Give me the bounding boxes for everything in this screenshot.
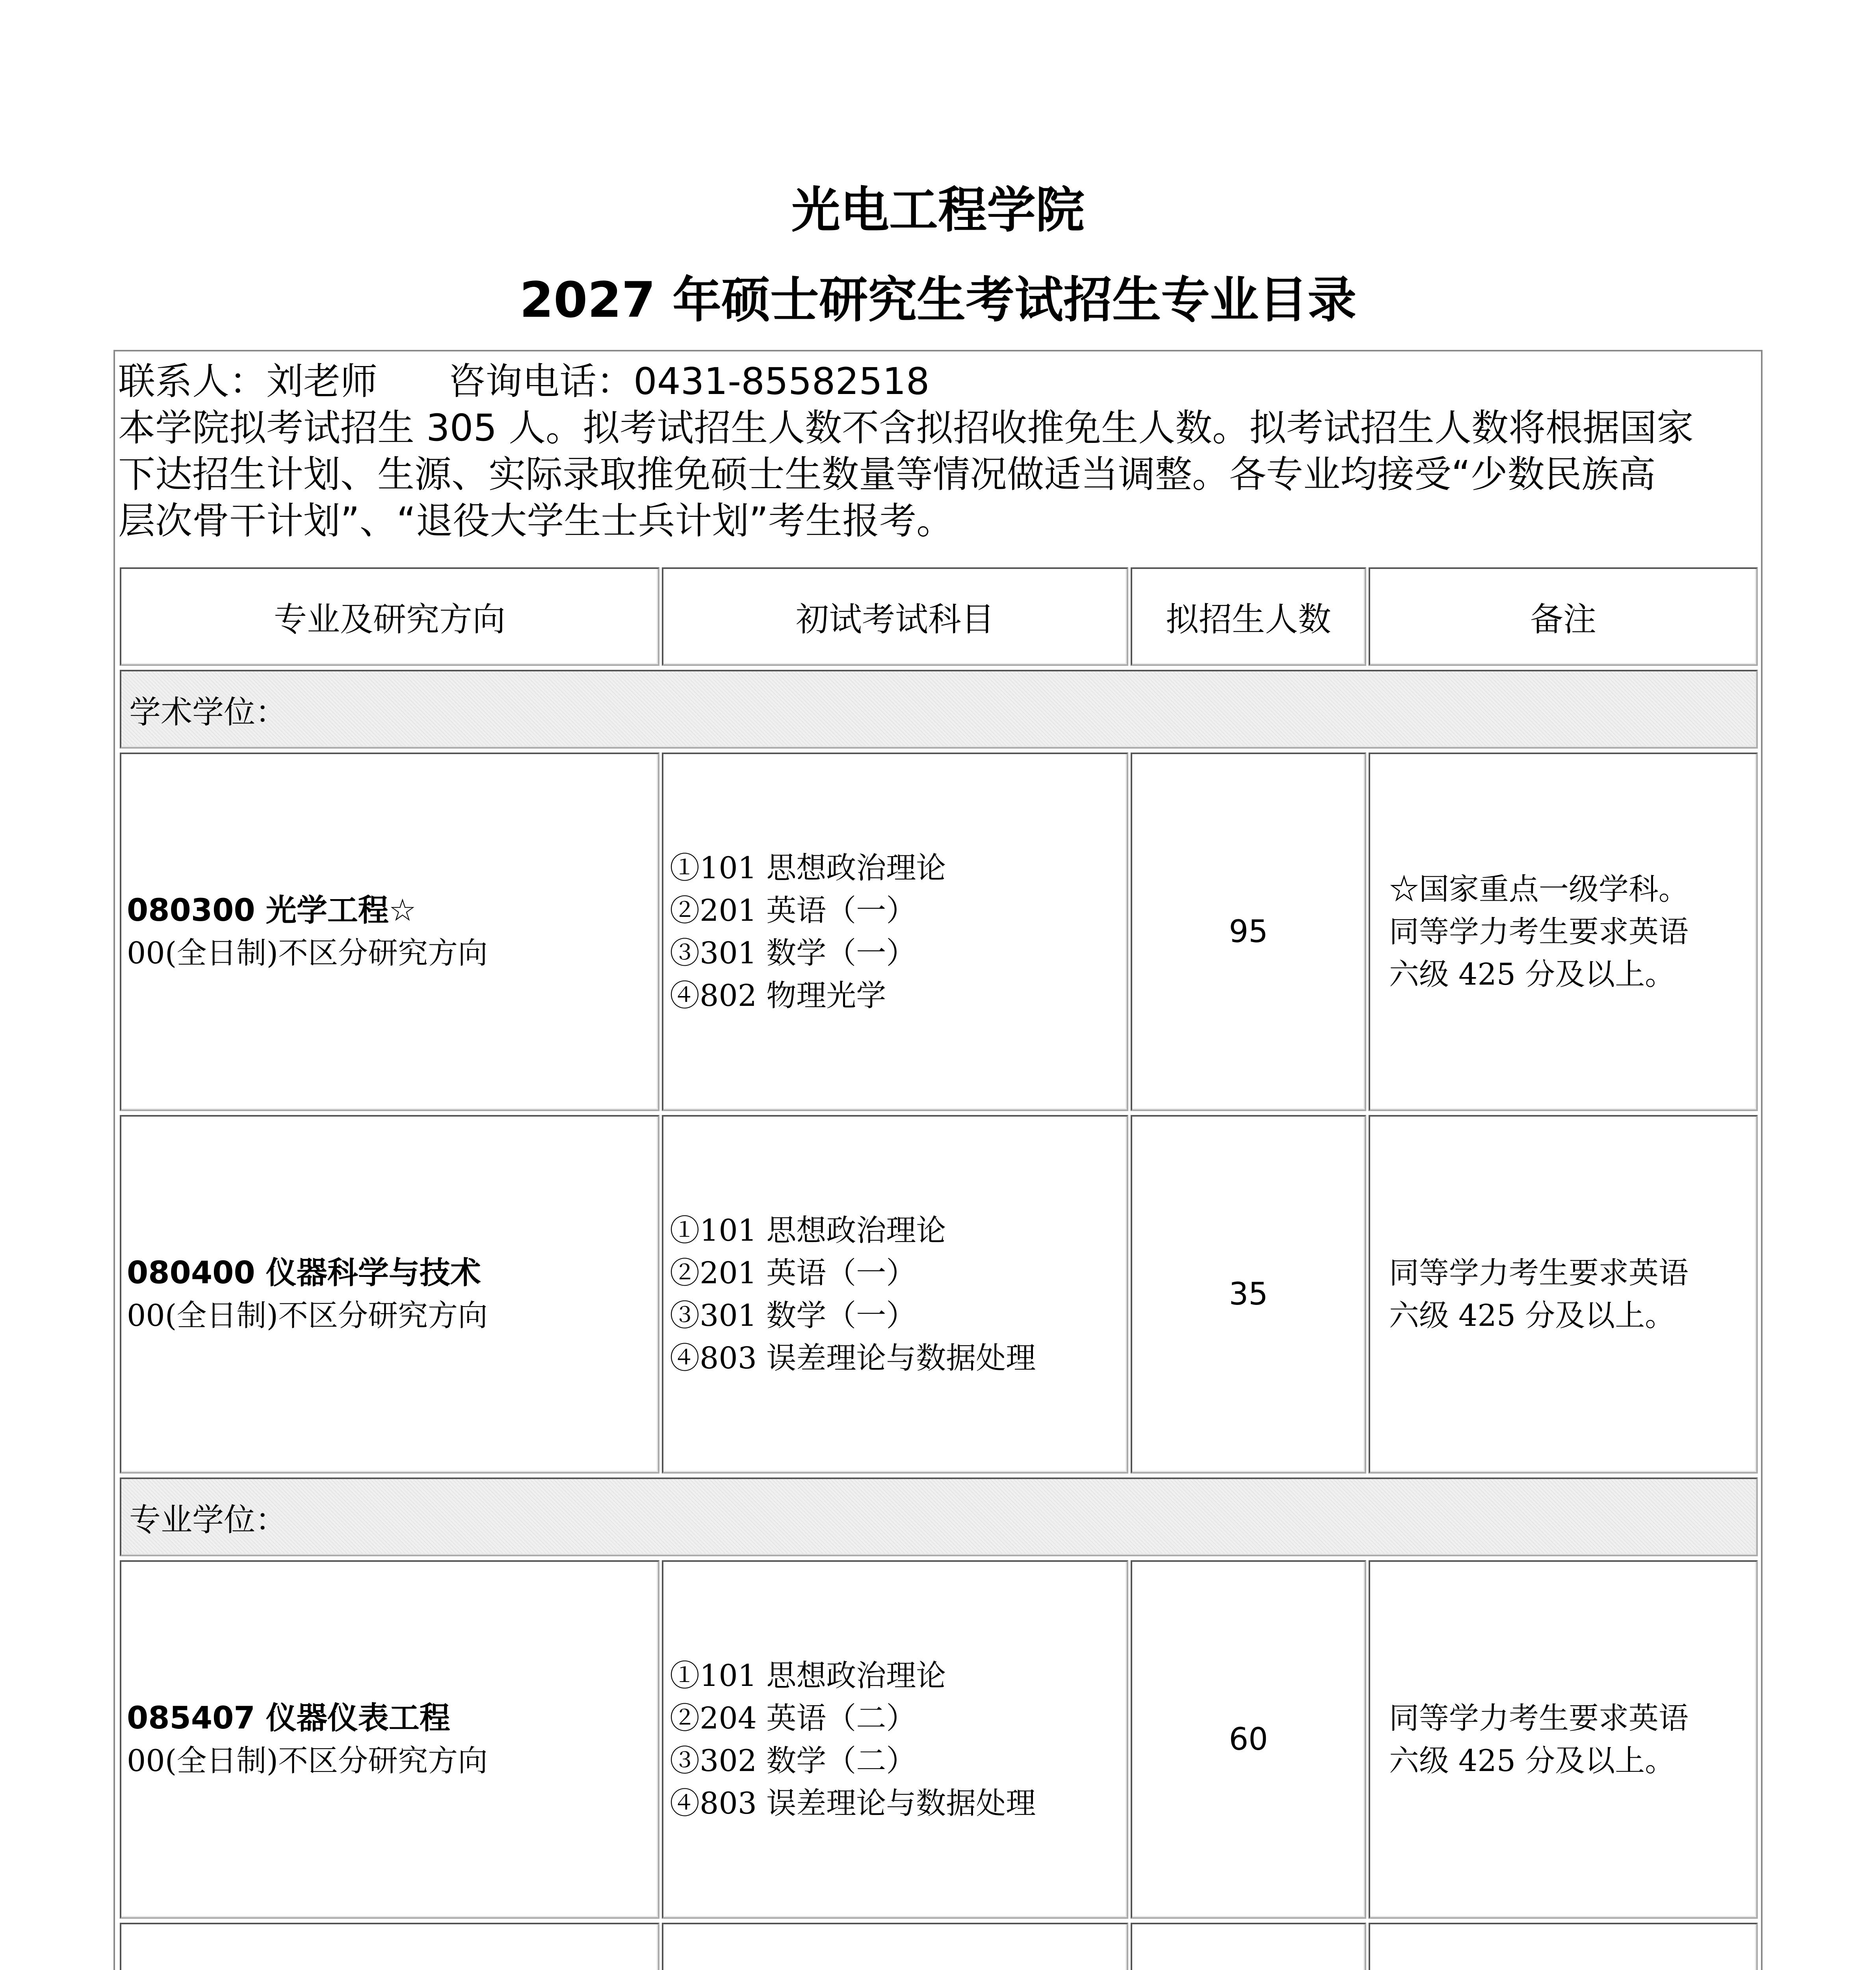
info-text-line: 层次骨干计划”、“退役大学生士兵计划”考生报考。 bbox=[118, 500, 954, 543]
table-row-subjects bbox=[662, 1923, 1128, 1970]
table-row-remarks bbox=[1369, 1115, 1758, 1474]
table-row-major bbox=[120, 1923, 659, 1970]
subject-item: ②204 英语（二） bbox=[670, 1701, 916, 1736]
section-academic: 学术学位： bbox=[120, 670, 1758, 749]
subject-item: ④803 误差理论与数据处理 bbox=[670, 1340, 1036, 1375]
header-remarks: 备注 bbox=[1369, 567, 1758, 666]
info-text-line: 下达招生计划、生源、实际录取推免硕士生数量等情况做适当调整。各专业均接受“少数民族高 bbox=[118, 453, 1656, 496]
table-row-subjects bbox=[662, 753, 1128, 1111]
table-row-subjects bbox=[662, 1115, 1128, 1474]
subject-item: ①101 思想政治理论 bbox=[670, 1213, 946, 1248]
table-row-subjects bbox=[662, 1560, 1128, 1919]
table-row-quota bbox=[1131, 1115, 1366, 1474]
remark-line: 六级 425 分及以上。 bbox=[1389, 1743, 1675, 1778]
remark-line: 六级 425 分及以上。 bbox=[1389, 1298, 1675, 1333]
remark-line: ☆国家重点一级学科。 bbox=[1389, 872, 1688, 907]
subject-item: ③302 数学（二） bbox=[670, 1743, 916, 1778]
remark-line: 六级 425 分及以上。 bbox=[1389, 957, 1675, 992]
contact-person: 联系人：刘老师 bbox=[118, 360, 378, 403]
subject-item: ③301 数学（一） bbox=[670, 935, 916, 970]
contact-line bbox=[118, 359, 1757, 405]
remark-line: 同等学力考生要求英语 bbox=[1389, 1701, 1688, 1736]
header-major: 专业及研究方向 bbox=[120, 567, 659, 666]
table-row-quota bbox=[1131, 1923, 1366, 1970]
major-code-name: 080400 仪器科学与技术 bbox=[127, 1255, 481, 1291]
header-subjects: 初试考试科目 bbox=[662, 567, 1128, 666]
table-row-remarks bbox=[1369, 1923, 1758, 1970]
page-title: 光电工程学院 bbox=[791, 182, 1085, 239]
info-block bbox=[118, 359, 1757, 545]
subject-item: ①101 思想政治理论 bbox=[670, 1658, 946, 1693]
header-quota: 拟招生人数 bbox=[1131, 567, 1366, 666]
major-direction: 00(全日制)不区分研究方向 bbox=[127, 1298, 488, 1333]
quota-value: 60 bbox=[1229, 1722, 1268, 1757]
section-professional: 专业学位： bbox=[120, 1478, 1758, 1556]
quota-value: 95 bbox=[1229, 914, 1268, 950]
table-row-remarks bbox=[1369, 1560, 1758, 1919]
table-row-major bbox=[120, 1115, 659, 1474]
major-direction: 00(全日制)不区分研究方向 bbox=[127, 935, 488, 970]
subject-item: ④803 误差理论与数据处理 bbox=[670, 1786, 1036, 1821]
table-row-major bbox=[120, 1560, 659, 1919]
quota-value: 35 bbox=[1229, 1277, 1268, 1312]
remark-line: 同等学力考生要求英语 bbox=[1389, 1255, 1688, 1290]
table-row-major bbox=[120, 753, 659, 1111]
page-subtitle: 2027 年硕士研究生考试招生专业目录 bbox=[519, 272, 1357, 329]
subject-item: ①101 思想政治理论 bbox=[670, 850, 946, 885]
table-row-quota bbox=[1131, 1560, 1366, 1919]
subject-item: ②201 英语（一） bbox=[670, 893, 916, 928]
contact-phone: 咨询电话：0431-85582518 bbox=[448, 360, 930, 403]
subject-item: ④802 物理光学 bbox=[670, 978, 886, 1013]
info-text-line: 本学院拟考试招生 305 人。拟考试招生人数不含拟招收推免生人数。拟考试招生人数将根据国家 bbox=[118, 407, 1694, 450]
subject-item: ③301 数学（一） bbox=[670, 1298, 916, 1333]
table-row-remarks bbox=[1369, 753, 1758, 1111]
subject-item: ②201 英语（一） bbox=[670, 1255, 916, 1290]
remark-line: 同等学力考生要求英语 bbox=[1389, 914, 1688, 949]
major-code-name: 085407 仪器仪表工程 bbox=[127, 1701, 450, 1736]
major-code-name: 080300 光学工程☆ bbox=[127, 893, 416, 928]
table-row-quota bbox=[1131, 753, 1366, 1111]
major-direction: 00(全日制)不区分研究方向 bbox=[127, 1743, 488, 1778]
